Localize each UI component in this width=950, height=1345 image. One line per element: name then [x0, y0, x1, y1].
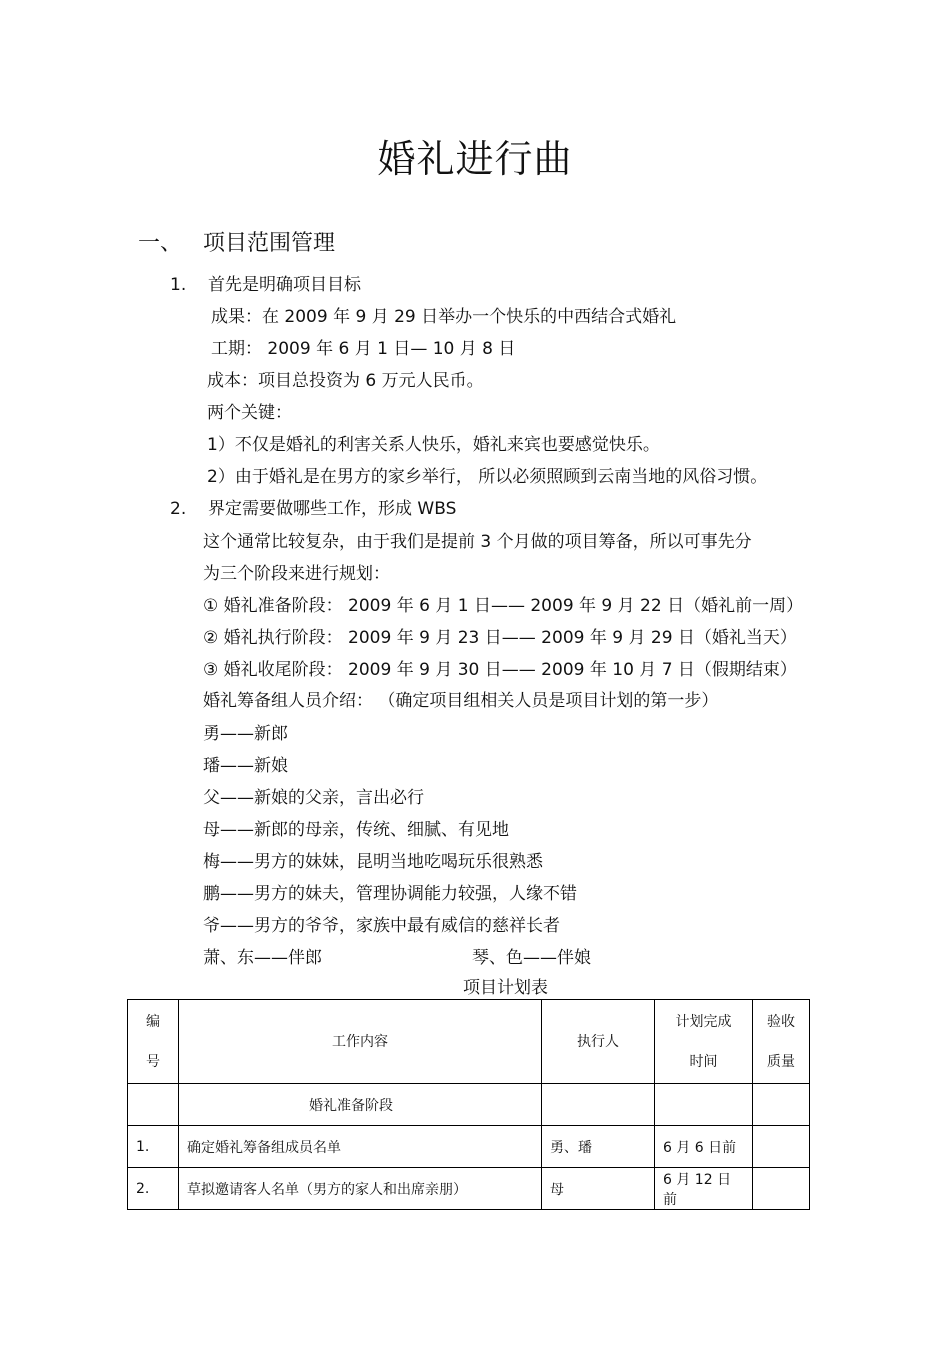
table-header-row [128, 1000, 810, 1084]
row-qa [753, 1126, 810, 1168]
table-row [128, 1126, 810, 1168]
item1-key-1: 1）不仅是婚礼的利害关系人快乐，婚礼来宾也要感觉快乐。 [207, 435, 660, 455]
phase-3: ③ 婚礼收尾阶段： 2009 年 9 月 30 日—— 2009 年 10 月 7 日（假期结束） [203, 660, 797, 680]
header-qa: 验收 质量 [753, 1000, 810, 1084]
row-due: 6 月 6 日前 [655, 1126, 753, 1168]
table-phase-row [128, 1084, 810, 1126]
row-due: 6 月 12 日前 [655, 1168, 753, 1210]
item1-key-2: 2）由于婚礼是在男方的家乡举行， 所以必须照顾到云南当地的风俗习惯。 [207, 467, 768, 487]
table-caption: 项目计划表 [463, 978, 548, 998]
header-content: 工作内容 [179, 1000, 542, 1084]
row-number: 2. [128, 1168, 179, 1210]
table-row [128, 1168, 810, 1210]
member-5: 梅——男方的妹妹，昆明当地吃喝玩乐很熟悉 [203, 852, 543, 872]
phase-label: 婚礼准备阶段 [179, 1084, 542, 1126]
item1-number: 1. [170, 275, 187, 295]
row-qa [753, 1168, 810, 1210]
item1-duration: 工期： 2009 年 6 月 1 日— 10 月 8 日 [211, 339, 516, 359]
phase-2: ② 婚礼执行阶段： 2009 年 9 月 23 日—— 2009 年 9 月 29 日（婚礼当天） [203, 628, 797, 648]
member-6: 鹏——男方的妹夫，管理协调能力较强，人缘不错 [203, 884, 577, 904]
row-number: 1. [128, 1126, 179, 1168]
header-due: 计划完成 时间 [655, 1000, 753, 1084]
section-heading [0, 226, 950, 256]
bridesmaids: 琴、色——伴娘 [472, 948, 591, 968]
header-owner: 执行人 [542, 1000, 655, 1084]
item1-title: 首先是明确项目目标 [208, 275, 361, 295]
phase-1: ① 婚礼准备阶段： 2009 年 6 月 1 日—— 2009 年 9 月 22 日（婚礼前一周） [203, 596, 804, 616]
section-title: 项目范围管理 [203, 231, 336, 256]
member-7: 爷——男方的爷爷，家族中最有威信的慈祥长者 [203, 916, 560, 936]
item2-title: 界定需要做哪些工作，形成 WBS [208, 499, 457, 519]
item2-number: 2. [170, 499, 187, 519]
item1-keys-label: 两个关键： [207, 403, 292, 423]
member-2: 璠——新娘 [203, 756, 288, 776]
row-content: 确定婚礼筹备组成员名单 [179, 1126, 542, 1168]
project-plan-table [127, 999, 810, 1210]
member-4: 母——新郎的母亲，传统、细腻、有见地 [203, 820, 509, 840]
row-owner: 勇、璠 [542, 1126, 655, 1168]
member-1: 勇——新郎 [203, 724, 288, 744]
header-number: 编 号 [128, 1000, 179, 1084]
member-3: 父——新娘的父亲，言出必行 [203, 788, 424, 808]
item1-cost: 成本：项目总投资为 6 万元人民币。 [207, 371, 484, 391]
team-intro: 婚礼筹备组人员介绍： （确定项目组相关人员是项目计划的第一步） [203, 691, 719, 711]
item2-intro-2: 为三个阶段来进行规划： [203, 564, 390, 584]
row-content: 草拟邀请客人名单（男方的家人和出席亲朋） [179, 1168, 542, 1210]
groomsmen: 萧、东——伴郎 [203, 948, 322, 968]
item1-result: 成果：在 2009 年 9 月 29 日举办一个快乐的中西结合式婚礼 [211, 307, 677, 327]
page-title: 婚礼进行曲 [377, 137, 573, 181]
item2-intro-1: 这个通常比较复杂，由于我们是提前 3 个月做的项目筹备，所以可事先分 [203, 532, 752, 552]
row-owner: 母 [542, 1168, 655, 1210]
section-number: 一、 [138, 231, 183, 256]
